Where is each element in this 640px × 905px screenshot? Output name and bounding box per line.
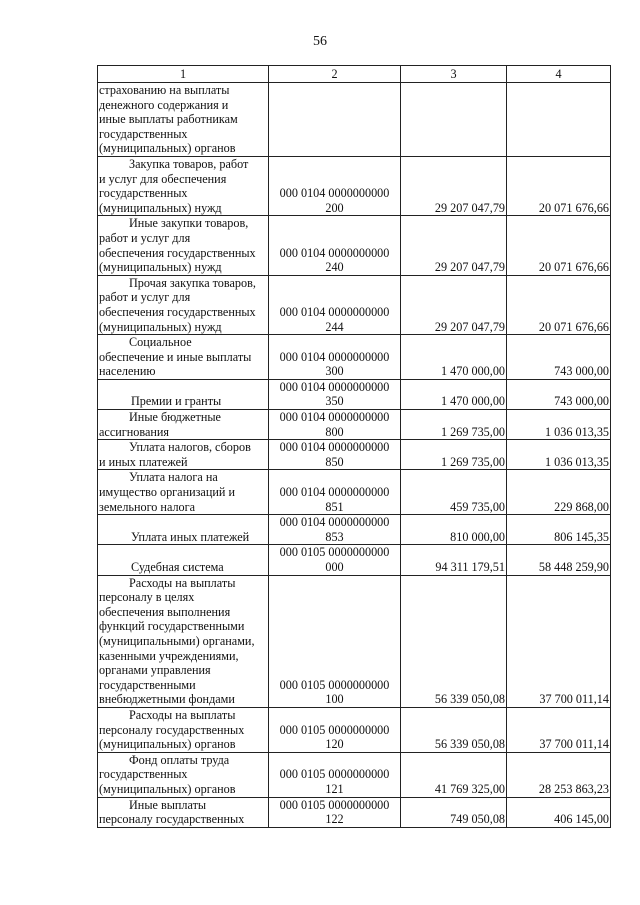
- row-name-cell: [98, 216, 269, 275]
- row-value-col4: 229 868,00: [507, 470, 611, 515]
- row-name-line: государственными: [99, 677, 196, 692]
- row-code-line: 800: [325, 424, 344, 439]
- row-name-line: (муниципальных) органов: [99, 737, 236, 752]
- row-name-line: государственных: [99, 186, 188, 201]
- row-code-line: 000 0105 0000000000: [279, 767, 390, 782]
- row-code-line: 000: [325, 560, 344, 574]
- row-name-cell: [98, 752, 269, 797]
- row-name-line: функций государственными: [99, 619, 245, 634]
- row-code-line: 000 0104 0000000000: [279, 349, 390, 364]
- table-row: [98, 797, 611, 827]
- row-value-col4: 20 071 676,66: [507, 275, 611, 334]
- column-header-2: 2: [269, 66, 401, 83]
- row-code-line: 122: [325, 812, 344, 827]
- row-name-cell: [98, 379, 269, 409]
- row-code-line: 000 0105 0000000000: [279, 797, 390, 812]
- row-code-line: 000 0105 0000000000: [279, 677, 390, 692]
- row-value-col4: 806 145,35: [507, 515, 611, 545]
- row-code-cell: [269, 335, 401, 380]
- row-name-line: Уплата налога на: [129, 470, 218, 485]
- row-code-cell: [269, 575, 401, 707]
- row-code-cell: [269, 545, 401, 575]
- row-value-col4: 406 145,00: [507, 797, 611, 827]
- column-header-1: 1: [98, 66, 269, 83]
- row-name-line: и услуг для обеспечения: [99, 171, 227, 186]
- row-code-line: 000 0105 0000000000: [279, 722, 390, 737]
- row-value-col3: [401, 83, 507, 157]
- row-name-cell: [98, 545, 269, 575]
- page-number: 56: [313, 34, 327, 49]
- row-name-line: Судебная система: [131, 560, 224, 574]
- row-value-col3: 1 470 000,00: [401, 335, 507, 380]
- row-name-line: (муниципальных) нужд: [99, 200, 222, 215]
- table-row: [98, 216, 611, 275]
- row-value-col3: 810 000,00: [401, 515, 507, 545]
- row-code-line: 244: [325, 319, 344, 334]
- row-code-cell: [269, 470, 401, 515]
- row-name-cell: [98, 156, 269, 215]
- row-name-cell: [98, 83, 269, 157]
- row-value-col4: 743 000,00: [507, 379, 611, 409]
- row-code-line: 000 0104 0000000000: [279, 515, 390, 530]
- row-code-line: 240: [325, 260, 344, 275]
- table-row: [98, 156, 611, 215]
- budget-table: [97, 65, 611, 828]
- row-value-col3: 56 339 050,08: [401, 575, 507, 707]
- row-name-cell: [98, 410, 269, 440]
- row-name-line: государственных: [99, 126, 188, 141]
- row-value-col3: 41 769 325,00: [401, 752, 507, 797]
- row-name-cell: [98, 575, 269, 707]
- row-value-col3: 29 207 047,79: [401, 275, 507, 334]
- row-name-cell: [98, 275, 269, 334]
- row-name-line: Иные выплаты: [129, 797, 207, 812]
- row-code-line: 000 0105 0000000000: [279, 545, 390, 560]
- row-name-line: иные выплаты работникам: [99, 112, 238, 127]
- row-name-line: обеспечения выполнения: [99, 604, 231, 619]
- row-code-line: 200: [325, 200, 344, 215]
- table-row: [98, 575, 611, 707]
- row-value-col3: 29 207 047,79: [401, 156, 507, 215]
- row-code-line: 120: [325, 737, 344, 752]
- column-header-3: 3: [401, 66, 507, 83]
- row-name-cell: [98, 515, 269, 545]
- row-code-line: 300: [325, 364, 344, 379]
- row-name-line: (муниципальных) органов: [99, 781, 236, 796]
- row-name-line: Прочая закупка товаров,: [129, 275, 256, 290]
- row-value-col3: 749 050,08: [401, 797, 507, 827]
- row-value-col3: 1 269 735,00: [401, 440, 507, 470]
- row-code-cell: [269, 410, 401, 440]
- row-code-line: 000 0104 0000000000: [279, 440, 390, 455]
- row-name-line: Закупка товаров, работ: [129, 156, 249, 171]
- table-row: [98, 515, 611, 545]
- table-body: [98, 83, 611, 828]
- row-code-line: 000 0104 0000000000: [279, 410, 390, 425]
- row-name-line: Иные закупки товаров,: [129, 216, 249, 231]
- row-code-line: 000 0104 0000000000: [279, 379, 390, 394]
- row-value-col4: 20 071 676,66: [507, 216, 611, 275]
- row-value-col3: 56 339 050,08: [401, 707, 507, 752]
- row-code-line: 853: [325, 529, 344, 544]
- row-value-col4: 1 036 013,35: [507, 410, 611, 440]
- row-value-col3: 459 735,00: [401, 470, 507, 515]
- row-name-line: Иные бюджетные: [129, 410, 221, 425]
- row-value-col3: 29 207 047,79: [401, 216, 507, 275]
- table-row: [98, 275, 611, 334]
- row-value-col4: 1 036 013,35: [507, 440, 611, 470]
- row-code-cell: [269, 156, 401, 215]
- table-row: [98, 410, 611, 440]
- row-name-line: денежного содержания и: [99, 97, 229, 112]
- row-name-line: Уплата налогов, сборов: [129, 440, 251, 455]
- table-row: [98, 335, 611, 380]
- row-code-line: 000 0104 0000000000: [279, 304, 390, 319]
- table-row: [98, 440, 611, 470]
- row-name-cell: [98, 707, 269, 752]
- row-value-col4: 58 448 259,90: [507, 545, 611, 575]
- row-name-line: Социальное: [129, 335, 192, 350]
- row-code-line: 000 0104 0000000000: [279, 485, 390, 500]
- row-name-line: Расходы на выплаты: [129, 575, 236, 590]
- row-code-cell: [269, 797, 401, 827]
- row-name-line: обеспечение и иные выплаты: [99, 349, 252, 364]
- row-name-line: (муниципальными) органами,: [99, 633, 255, 648]
- table-row: [98, 707, 611, 752]
- row-name-line: работ и услуг для: [99, 230, 191, 245]
- row-name-cell: [98, 797, 269, 827]
- row-name-line: (муниципальных) органов: [99, 141, 236, 156]
- row-name-line: ассигнования: [99, 424, 170, 439]
- row-code-cell: [269, 707, 401, 752]
- row-name-line: обеспечения государственных: [99, 245, 256, 260]
- row-name-line: государственных: [99, 767, 188, 782]
- row-name-line: персоналу государственных: [99, 722, 245, 737]
- row-value-col4: 743 000,00: [507, 335, 611, 380]
- row-code-line: 851: [325, 499, 344, 514]
- table-row: [98, 83, 611, 157]
- row-value-col4: 28 253 863,23: [507, 752, 611, 797]
- row-name-line: обеспечения государственных: [99, 304, 256, 319]
- table-row: [98, 752, 611, 797]
- row-code-cell: [269, 379, 401, 409]
- row-name-line: населению: [99, 364, 156, 379]
- row-name-line: персоналу в целях: [99, 590, 195, 605]
- row-code-line: 000 0104 0000000000: [279, 245, 390, 260]
- row-name-line: персоналу государственных: [99, 812, 245, 827]
- column-header-4: 4: [507, 66, 611, 83]
- row-name-line: страхованию на выплаты: [99, 83, 230, 97]
- row-name-line: имущество организаций и: [99, 485, 235, 500]
- row-value-col3: 94 311 179,51: [401, 545, 507, 575]
- row-value-col4: 37 700 011,14: [507, 575, 611, 707]
- row-name-line: органами управления: [99, 663, 211, 678]
- row-name-line: Расходы на выплаты: [129, 707, 236, 722]
- table-row: [98, 470, 611, 515]
- row-code-cell: [269, 752, 401, 797]
- row-name-line: Премии и гранты: [131, 394, 222, 409]
- row-name-line: внебюджетными фондами: [99, 692, 235, 707]
- row-name-line: казенными учреждениями,: [99, 648, 239, 663]
- row-name-line: и иных платежей: [99, 454, 188, 469]
- row-name-line: Фонд оплаты труда: [129, 752, 230, 767]
- row-code-line: 850: [325, 454, 344, 469]
- row-name-line: (муниципальных) нужд: [99, 319, 222, 334]
- row-code-cell: [269, 515, 401, 545]
- row-code-line: 350: [325, 394, 344, 409]
- row-value-col3: 1 269 735,00: [401, 410, 507, 440]
- row-code-line: 100: [325, 692, 344, 707]
- row-name-line: земельного налога: [99, 499, 196, 514]
- row-name-line: Уплата иных платежей: [131, 529, 250, 544]
- row-value-col3: 1 470 000,00: [401, 379, 507, 409]
- row-name-cell: [98, 470, 269, 515]
- row-code-cell: [269, 216, 401, 275]
- row-code-cell: [269, 275, 401, 334]
- row-code-line: 000 0104 0000000000: [279, 186, 390, 201]
- row-name-cell: [98, 440, 269, 470]
- table-header-row: [98, 66, 611, 83]
- row-code-cell: [269, 83, 401, 157]
- row-name-cell: [98, 335, 269, 380]
- row-name-line: работ и услуг для: [99, 290, 191, 305]
- row-code-line: 121: [325, 781, 344, 796]
- row-code-cell: [269, 440, 401, 470]
- row-value-col4: [507, 83, 611, 157]
- row-value-col4: 20 071 676,66: [507, 156, 611, 215]
- row-value-col4: 37 700 011,14: [507, 707, 611, 752]
- row-name-line: (муниципальных) нужд: [99, 260, 222, 275]
- table-row: [98, 379, 611, 409]
- table-row: [98, 545, 611, 575]
